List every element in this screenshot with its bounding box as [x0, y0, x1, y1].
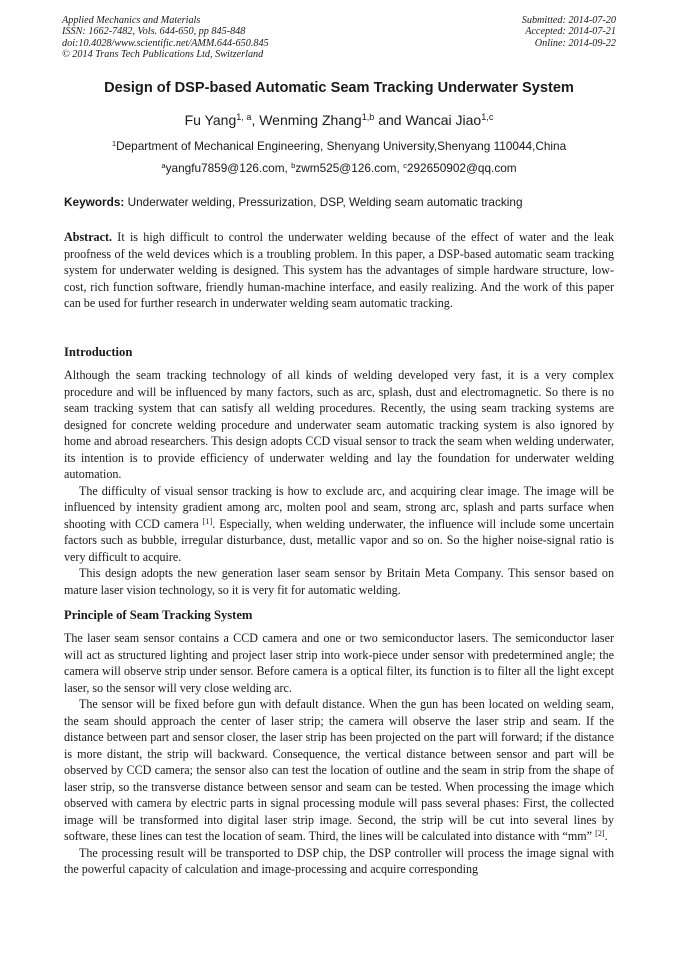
copyright-line: © 2014 Trans Tech Publications Ltd, Switzerland — [62, 48, 264, 60]
email-address: yangfu7859@126.com, — [165, 161, 292, 175]
email-address: zwm525@126.com, — [295, 161, 404, 175]
author-affiliation-mark: 1, a — [236, 112, 252, 122]
citation: [1] — [202, 516, 213, 526]
affiliation — [0, 139, 678, 153]
paragraph: Although the seam tracking technology of all kinds of welding developed very fast, it is a very complex procedure and will be influenced by many factors, such as arc, splash, dust and electromagnetic. So there is no seam tracking system that can satisfy all welding procedures. Recently, the using seam tracking systems are designed for concrete welding procedure and underwater seam automatic tracking system is also ignored by home and abroad researchers. This design adopts CCD visual sensor to track the seam when welding underwater, its intention is to provide efficiency of underwater welding and lay the foundation for underwater welding automation. — [64, 368, 614, 481]
author-affiliation-mark: 1,c — [481, 112, 494, 122]
paragraph: The processing result will be transported to DSP chip, the DSP controller will process the image signal with the powerful capacity of calculation and image-processing and acquire corresponding — [64, 845, 614, 876]
abstract-label: Abstract. — [64, 230, 113, 244]
email-address: 292650902@qq.com — [406, 161, 517, 175]
doi-line: doi:10.4028/www.scientific.net/AMM.644-650.845 — [62, 37, 269, 49]
paragraph-text: . — [604, 829, 608, 843]
online-date: Online: 2014-09-22 — [534, 37, 616, 49]
introduction-body — [64, 367, 614, 598]
author-separator: , — [251, 112, 260, 128]
abstract — [64, 229, 614, 312]
issn-line: ISSN: 1662-7482, Vols. 644-650, pp 845-848 — [62, 26, 246, 38]
paragraph-text: . Especially, when welding underwater, the influence will include some uncertain factors such as bubble, irregular disturbance, dust, metallic vapor and so on. So the higher noise-signal ratio is very difficult to acquire. — [64, 516, 615, 564]
paragraph: This design adopts the new generation laser seam sensor by Britain Meta Company. This sensor based on mature laser vision technology, so it is very fit for automatic welding. — [64, 566, 614, 597]
affiliation-mark: 1 — [111, 138, 117, 148]
author-name: Wenming Zhang — [259, 112, 362, 128]
paper-title: Design of DSP-based Automatic Seam Tracking Underwater System — [104, 80, 574, 96]
principle-body — [64, 630, 614, 878]
email-mark: c — [403, 160, 407, 170]
paragraph — [64, 483, 614, 566]
affiliation-text: Department of Mechanical Engineering, Shenyang University,Shenyang 110044,China — [116, 139, 567, 153]
email-mark: b — [291, 160, 296, 170]
paragraph-text: The difficulty of visual sensor tracking is how to exclude arc, and acquiring clear image. The image will be influenced by intensity gradient among arc, molten pool and seam, strong arc, splash and parts surface when shooting with CCD camera — [64, 483, 614, 531]
email-mark: a — [161, 160, 166, 170]
keywords — [64, 195, 616, 209]
publication-dates — [522, 15, 616, 49]
author-affiliation-mark: 1,b — [361, 112, 375, 122]
paragraph: The laser seam sensor contains a CCD camera and one or two semiconductor lasers. The semiconductor laser will act as structured lighting and project laser strip into work-piece under sensor with predetermined angle; the camera will observe strip under sensor. Before camera is a optical filter, its function is to filter all the light except laser, so the sensor will very close welding arc. — [64, 631, 614, 695]
author-name: Wancai Jiao — [405, 112, 482, 128]
paragraph-text: The sensor will be fixed before gun with default distance. When the gun has been located on welding seam, the seam should approach the center of laser strip; the camera will observe the laser strip and seam. If the distance between part and sensor closer, the laser strip has been projected on the part will forward; if the distance is more distant, the strip will backward. Consequence, the vertical distance between sensor and part will be observed by CCD camera; the sensor also can test the location of outline and the seam in strip from the shape of laser strip, so the transverse distance between sensor and seam can be tested. When processing the image which observed with camera by electric parts in signal processing module will pass several phases: First, the collected image will be transformed into digital laser strip image. Second, the strip will be cut into several lines by software, these lines can test the location of seam. Third, the lines will be calculated into distance with “mm” — [64, 697, 614, 843]
section-heading-introduction: Introduction — [64, 345, 133, 359]
author-separator: and — [374, 112, 406, 128]
accepted-date: Accepted: 2014-07-21 — [525, 26, 616, 38]
journal-name: Applied Mechanics and Materials — [62, 15, 201, 26]
email-list — [0, 161, 678, 175]
journal-info — [62, 15, 269, 60]
citation: [2] — [595, 828, 605, 838]
keywords-text: Underwater welding, Pressurization, DSP, Welding seam automatic tracking — [124, 195, 523, 209]
author-list — [0, 112, 678, 128]
keywords-label: Keywords: — [64, 195, 125, 209]
abstract-text: It is high difficult to control the underwater welding because of the effect of water and the leak proofness of the weld devices which is a troubling problem. In this paper, a DSP-based automatic seam tracking system for underwater welding is designed. This system has the advantages of simple hardware structure, low-cost, rich function software, friendly human-machine interface, and easily realizing. And the work of this paper can be used for further research in underwater welding seam automatic tracking. — [64, 230, 614, 310]
section-heading-principle: Principle of Seam Tracking System — [64, 608, 253, 622]
author-name: Fu Yang — [184, 112, 237, 128]
paragraph — [64, 696, 614, 845]
submitted-date: Submitted: 2014-07-20 — [521, 15, 616, 26]
